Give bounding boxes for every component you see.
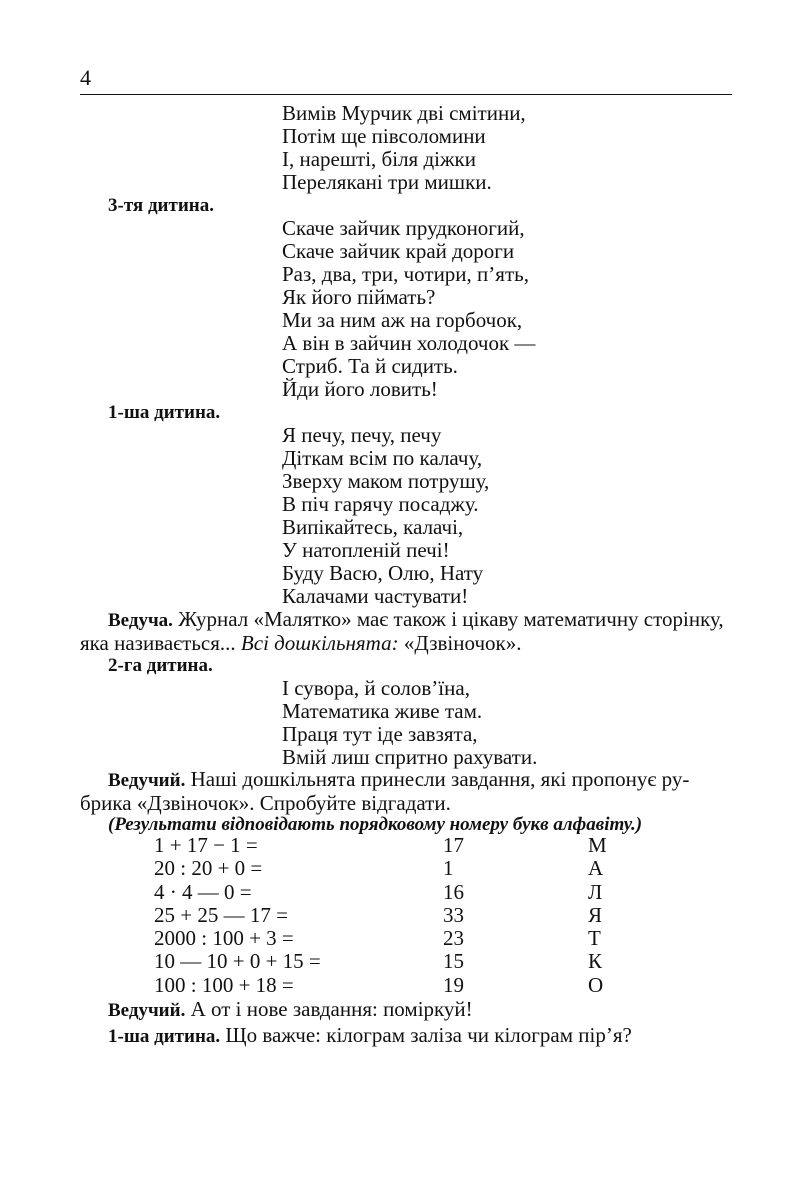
verse-line: Ми за ним аж на горбочок,: [282, 308, 523, 332]
math-letter: Я: [588, 902, 603, 927]
paragraph-host-2: [80, 768, 732, 815]
results-note: (Результати відповідають порядковому номеру букв алфавіту.): [108, 814, 643, 835]
math-row: [0, 974, 811, 997]
math-result: 33: [443, 902, 464, 927]
math-result: 19: [443, 972, 464, 997]
paragraph-text: Що важче: кілограм заліза чи кілограм пір’я?: [220, 1023, 632, 1047]
math-result: 23: [443, 926, 464, 951]
math-expression: 2000 : 100 + 3 =: [154, 926, 294, 951]
speaker-label: 3-тя дитина.: [108, 195, 214, 216]
paragraph-text: Журнал «Малятко» має також і цікаву математичну сторінку,: [172, 607, 724, 631]
verse-block: [282, 102, 526, 194]
math-row: [0, 834, 811, 857]
math-letter: Т: [588, 926, 601, 951]
verse-line: Праця тут іде завзята,: [282, 722, 478, 746]
page-number: 4: [80, 65, 91, 90]
verse-line: Скаче зайчик край дороги: [282, 239, 515, 263]
verse-line: Випікайтесь, калачі,: [282, 515, 464, 539]
verse-line: Як його піймать?: [282, 285, 436, 309]
paragraph-text: «Дзвіночок».: [403, 631, 522, 655]
math-result: 15: [443, 949, 464, 974]
italic-speaker: Всі дошкільнята:: [240, 631, 399, 655]
math-expression: 10 — 10 + 0 + 15 =: [154, 949, 321, 974]
verse-line: У натопленій печі!: [282, 538, 450, 562]
math-row: [0, 857, 811, 880]
verse-line: Стриб. Та й сидить.: [282, 354, 458, 378]
verse-line: І сувора, й солов’їна,: [282, 676, 470, 700]
math-letter: М: [588, 833, 607, 857]
verse-line: Діткам всім по калачу,: [282, 446, 483, 470]
verse-line: Математика живе там.: [282, 699, 483, 723]
verse-line: Буду Васю, Олю, Нату: [282, 561, 484, 585]
verse-block: [282, 424, 489, 608]
paragraph-text: яка називається...: [80, 631, 236, 655]
math-expression: 1 + 17 − 1 =: [154, 833, 258, 857]
paragraph-line: [80, 608, 732, 632]
math-row: [0, 950, 811, 973]
paragraph-host-3: [108, 998, 473, 1022]
verse-line: Раз, два, три, чотири, п’ять,: [282, 262, 529, 286]
math-table: [0, 834, 811, 997]
speaker-label: Ведуча.: [108, 610, 173, 631]
math-expression: 20 : 20 + 0 =: [154, 856, 263, 881]
math-expression: 100 : 100 + 18 =: [154, 972, 294, 997]
paragraph-child-question: [108, 1024, 632, 1048]
verse-line: Перелякані три мишки.: [282, 170, 492, 194]
paragraph-text: Наші дошкільнята принесли завдання, які пропонує ру-: [185, 767, 690, 791]
verse-line: Йди його ловить!: [282, 377, 438, 401]
math-result: 1: [443, 856, 454, 881]
math-row: [0, 904, 811, 927]
speaker-label: 1-ша дитина.: [108, 1026, 221, 1047]
verse-line: Зверху маком потрушу,: [282, 469, 490, 493]
paragraph-host-1: [80, 608, 732, 655]
verse-block: [282, 217, 535, 401]
speaker-label: Ведучий.: [108, 1000, 186, 1021]
verse-line: І, нарешті, біля діжки: [282, 147, 476, 171]
speaker-label: Ведучий.: [108, 770, 186, 791]
header-rule: [80, 94, 732, 95]
verse-line: Вмій лиш спритно рахувати.: [282, 745, 538, 769]
verse-line: А він в зайчин холодочок —: [282, 331, 536, 355]
math-letter: О: [588, 972, 604, 997]
verse-line: Калачами частувати!: [282, 584, 469, 608]
paragraph-line: [80, 768, 732, 792]
paragraph-text: А от і нове завдання: поміркуй!: [185, 997, 473, 1021]
verse-block: [282, 677, 537, 769]
verse-line: Потім ще півсоломини: [282, 124, 486, 148]
verse-line: Вимів Мурчик дві смітини,: [282, 101, 526, 125]
math-letter: Л: [588, 879, 603, 904]
math-row: [0, 927, 811, 950]
math-result: 17: [443, 833, 464, 857]
math-row: [0, 881, 811, 904]
math-expression: 4 · 4 — 0 =: [154, 879, 252, 904]
verse-line: В піч гарячу посаджу.: [282, 492, 479, 516]
verse-line: Я печу, печу, печу: [282, 423, 442, 447]
speaker-label: 1-ша дитина.: [108, 402, 221, 423]
math-letter: К: [588, 949, 603, 974]
math-result: 16: [443, 879, 464, 904]
verse-line: Скаче зайчик прудконогий,: [282, 216, 525, 240]
paragraph-line: [80, 632, 732, 655]
math-expression: 25 + 25 — 17 =: [154, 902, 288, 927]
speaker-label: 2-га дитина.: [108, 655, 213, 676]
paragraph-line: брика «Дзвіночок». Спробуйте відгадати.: [80, 791, 451, 815]
math-letter: А: [588, 856, 604, 881]
